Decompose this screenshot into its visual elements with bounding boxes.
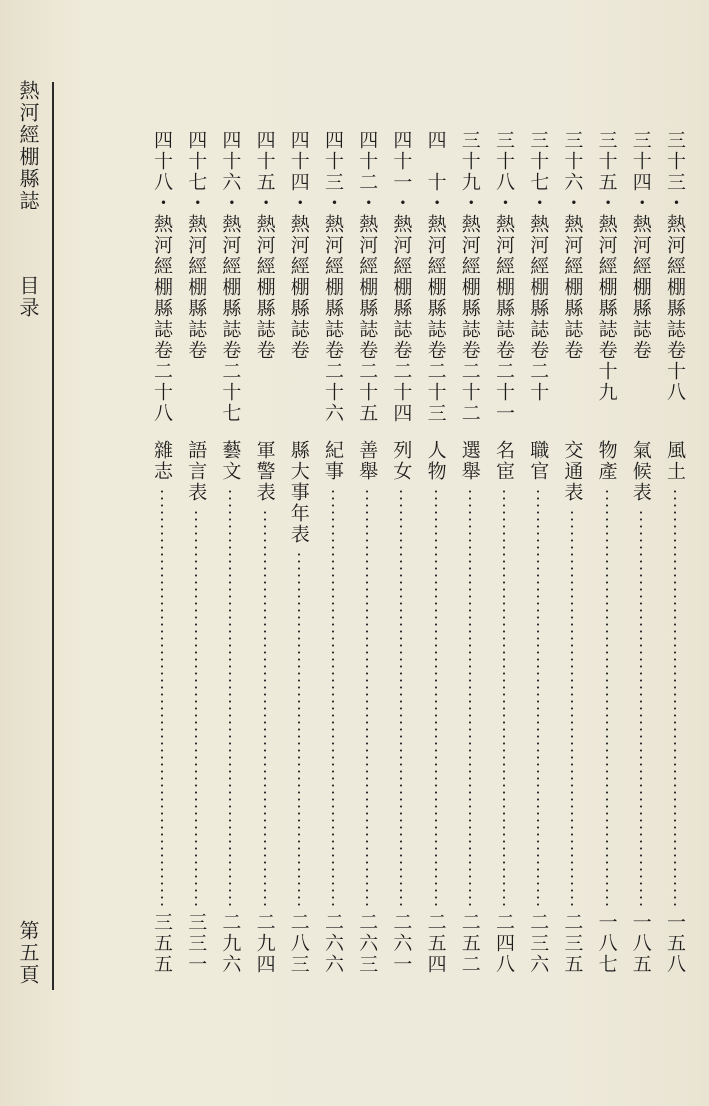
entry-volume: 四十五・熱河經棚縣誌卷 <box>253 130 276 361</box>
entry-chapter: 物產 <box>595 440 618 482</box>
entry-page: 二三五 <box>561 912 584 975</box>
toc-entry <box>660 130 690 980</box>
toc-entry <box>523 130 553 980</box>
dot-leader <box>537 488 539 906</box>
dot-leader <box>640 509 642 906</box>
entry-chapter: 善舉 <box>356 440 379 482</box>
dot-leader <box>503 488 505 906</box>
entry-volume: 四十一・熱河經棚縣誌卷二十四 <box>390 130 413 424</box>
entry-page: 二六三 <box>356 912 379 975</box>
toc-entry <box>318 130 348 980</box>
entry-chapter: 人物 <box>424 440 447 482</box>
entry-chapter: 藝文 <box>219 440 242 482</box>
toc-entry <box>284 130 314 980</box>
dot-leader <box>571 509 573 906</box>
entry-page: 二八三 <box>287 912 310 975</box>
entry-volume: 四十二・熱河經棚縣誌卷二十五 <box>356 130 379 424</box>
entry-volume: 三十五・熱河經棚縣誌卷十九 <box>595 130 618 403</box>
entry-volume: 四十八・熱河經棚縣誌卷二十八 <box>151 130 173 424</box>
dot-leader <box>366 488 368 906</box>
entry-chapter: 選舉 <box>458 440 481 482</box>
dot-leader <box>161 488 163 906</box>
entry-volume: 三十九・熱河經棚縣誌卷二十二 <box>458 130 481 424</box>
toc-entry <box>352 130 382 980</box>
toc-entry <box>215 130 245 980</box>
entry-chapter: 雜志 <box>151 440 173 482</box>
page-margin <box>10 80 48 990</box>
toc-entry <box>147 130 177 980</box>
entry-volume: 三十四・熱河經棚縣誌卷 <box>629 130 652 361</box>
page-number: 第五頁 <box>16 920 40 986</box>
entry-chapter: 名宦 <box>493 440 515 482</box>
entry-page: 二六六 <box>322 912 344 975</box>
entry-volume: 四十三・熱河經棚縣誌卷二十六 <box>322 130 344 424</box>
entry-page: 二四八 <box>493 912 515 975</box>
entry-page: 二六一 <box>390 912 413 975</box>
book-title: 熱河經棚縣誌 <box>16 80 40 212</box>
dot-leader <box>435 488 437 906</box>
entry-volume: 四 十・熱河經棚縣誌卷二十三 <box>424 130 447 424</box>
toc-entry <box>557 130 587 980</box>
toc-entry <box>592 130 622 980</box>
dot-leader <box>332 488 334 906</box>
entry-chapter: 軍警表 <box>253 440 276 503</box>
dot-leader <box>674 488 676 906</box>
margin-rule <box>52 82 54 990</box>
toc-entry <box>626 130 656 980</box>
entry-page: 二九六 <box>219 912 242 975</box>
entry-page: 一五八 <box>664 912 686 975</box>
dot-leader <box>264 509 266 906</box>
entry-volume: 三十七・熱河經棚縣誌卷二十 <box>527 130 550 403</box>
entry-page: 二九四 <box>253 912 276 975</box>
entry-volume: 三十三・熱河經棚縣誌卷十八 <box>664 130 686 403</box>
entry-page: 二五二 <box>458 912 481 975</box>
section-label: 目录 <box>16 275 40 319</box>
entry-page: 一八五 <box>629 912 652 975</box>
entry-chapter: 氣候表 <box>629 440 652 503</box>
toc-entry <box>455 130 485 980</box>
toc-entry <box>250 130 280 980</box>
toc-entry <box>181 130 211 980</box>
entry-chapter: 列女 <box>390 440 413 482</box>
toc-entry <box>489 130 519 980</box>
dot-leader <box>606 488 608 906</box>
entry-page: 一八七 <box>595 912 618 975</box>
toc-entry <box>386 130 416 980</box>
entry-page: 二五四 <box>424 912 447 975</box>
entry-chapter: 縣大事年表 <box>287 440 310 545</box>
entry-volume: 四十六・熱河經棚縣誌卷二十七 <box>219 130 242 424</box>
entry-chapter: 交通表 <box>561 440 584 503</box>
entry-chapter: 風土 <box>664 440 686 482</box>
toc-entry <box>421 130 451 980</box>
entry-page: 二三六 <box>527 912 550 975</box>
table-of-contents <box>130 130 690 990</box>
entry-page: 三三一 <box>185 912 208 975</box>
dot-leader <box>298 551 300 906</box>
entry-chapter: 語言表 <box>185 440 208 503</box>
entry-volume: 四十四・熱河經棚縣誌卷 <box>287 130 310 361</box>
entry-volume: 四十七・熱河經棚縣誌卷 <box>185 130 208 361</box>
dot-leader <box>400 488 402 906</box>
dot-leader <box>469 488 471 906</box>
entry-page: 三五五 <box>151 912 173 975</box>
entry-chapter: 職官 <box>527 440 550 482</box>
entry-volume: 三十八・熱河經棚縣誌卷二十一 <box>493 130 515 424</box>
entry-volume: 三十六・熱河經棚縣誌卷 <box>561 130 584 361</box>
dot-leader <box>229 488 231 906</box>
entry-chapter: 紀事 <box>322 440 344 482</box>
dot-leader <box>195 509 197 906</box>
